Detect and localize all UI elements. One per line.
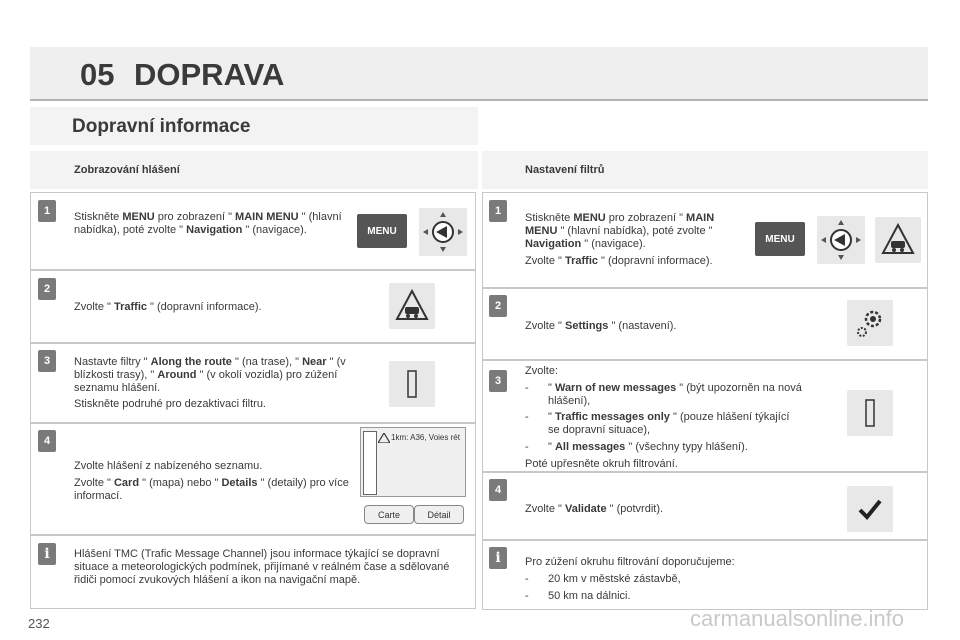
traffic-icon [389, 283, 435, 329]
card-button[interactable]: Carte [364, 505, 414, 524]
right-step-3-outro: Poté upřesněte okruh filtrování. [525, 458, 678, 470]
detail-button[interactable]: Détail [414, 505, 464, 524]
traffic-icon [875, 217, 921, 263]
info-icon: i [38, 543, 56, 565]
left-step-3-text-2: Stiskněte podruhé pro dezaktivaci filtru. [74, 398, 266, 410]
step-badge: 2 [489, 295, 507, 317]
right-step-1-text: Stiskněte MENU pro zobrazení " MAIN MENU " (hlavní nabídka), poté zvolte " Navigation " (navigace). [525, 212, 715, 250]
left-heading: Zobrazování hlášení [74, 164, 180, 176]
dash: - [525, 573, 529, 585]
navigation-joystick-icon [419, 208, 467, 256]
page-number: 232 [28, 616, 50, 631]
step-badge: 3 [38, 350, 56, 372]
settings-gear-icon [847, 300, 893, 346]
left-info-text: Hlášení TMC (Trafic Message Channel) jsou informace týkající se dopravní situace a meteorologických podmínek, přijímané v reálném čase a sdělované řidiči pomocí zvukových hlášení a ikon na navigační mapě. [74, 548, 450, 586]
filter-icon [389, 361, 435, 407]
scrollbar[interactable] [363, 431, 377, 495]
chapter-number: 05 [80, 57, 115, 92]
filter-icon [847, 390, 893, 436]
left-step-4-text: Zvolte hlášení z nabízeného seznamu. [74, 460, 263, 472]
chapter-title: DOPRAVA [134, 57, 285, 92]
right-step-2-text: Zvolte " Settings " (nastavení). [525, 320, 677, 332]
right-step-3-intro: Zvolte: [525, 365, 559, 377]
right-heading: Nastavení filtrů [525, 164, 605, 176]
dash: - [525, 441, 529, 453]
step-badge: 1 [38, 200, 56, 222]
option-traffic-only: " Traffic messages only " (pouze hlášení týkající se dopravní situace), [548, 411, 790, 436]
right-info-item: 50 km na dálnici. [548, 590, 631, 602]
dash: - [525, 411, 529, 423]
left-step-4-text-2: Zvolte " Card " (mapa) nebo " Details " (detaily) pro více informací. [74, 477, 349, 502]
warning-icon [378, 433, 390, 443]
menu-button[interactable]: MENU [357, 214, 407, 248]
step-badge: 1 [489, 200, 507, 222]
right-step-1-text-2: Zvolte " Traffic " (dopravní informace). [525, 255, 713, 267]
info-icon: i [489, 547, 507, 569]
step-badge: 4 [38, 430, 56, 452]
section-title: Dopravní informace [72, 116, 251, 137]
dash: - [525, 590, 529, 602]
right-info-intro: Pro zúžení okruhu filtrování doporučujeme: [525, 556, 735, 568]
right-step-4-text: Zvolte " Validate " (potvrdit). [525, 503, 664, 515]
checkmark-icon [847, 486, 893, 532]
step-badge: 2 [38, 278, 56, 300]
dash: - [525, 382, 529, 394]
navigation-joystick-icon [817, 216, 865, 264]
right-info-item: 20 km v městské zástavbě, [548, 573, 681, 585]
screen-message-list [360, 427, 466, 497]
message-item[interactable]: 1km: A36, Voies rét [391, 433, 460, 442]
option-all-messages: " All messages " (všechny typy hlášení). [548, 441, 748, 453]
left-step-1-text: Stiskněte MENU pro zobrazení " MAIN MENU " (hlavní nabídka), poté zvolte " Navigation " (navigace). [74, 211, 342, 236]
watermark: carmanualsonline.info [690, 606, 905, 631]
option-warn-new-messages: " Warn of new messages " (být upozorněn na nová hlášení), [548, 382, 802, 407]
left-step-3-text: Nastavte filtry " Along the route " (na trase), " Near " (v blízkosti trasy), " Around " (v okolí vozidla) pro zúžení seznamu hlášení. [74, 356, 346, 394]
step-badge: 3 [489, 370, 507, 392]
menu-button[interactable]: MENU [755, 222, 805, 256]
left-step-2-text: Zvolte " Traffic " (dopravní informace). [74, 301, 262, 313]
step-badge: 4 [489, 479, 507, 501]
